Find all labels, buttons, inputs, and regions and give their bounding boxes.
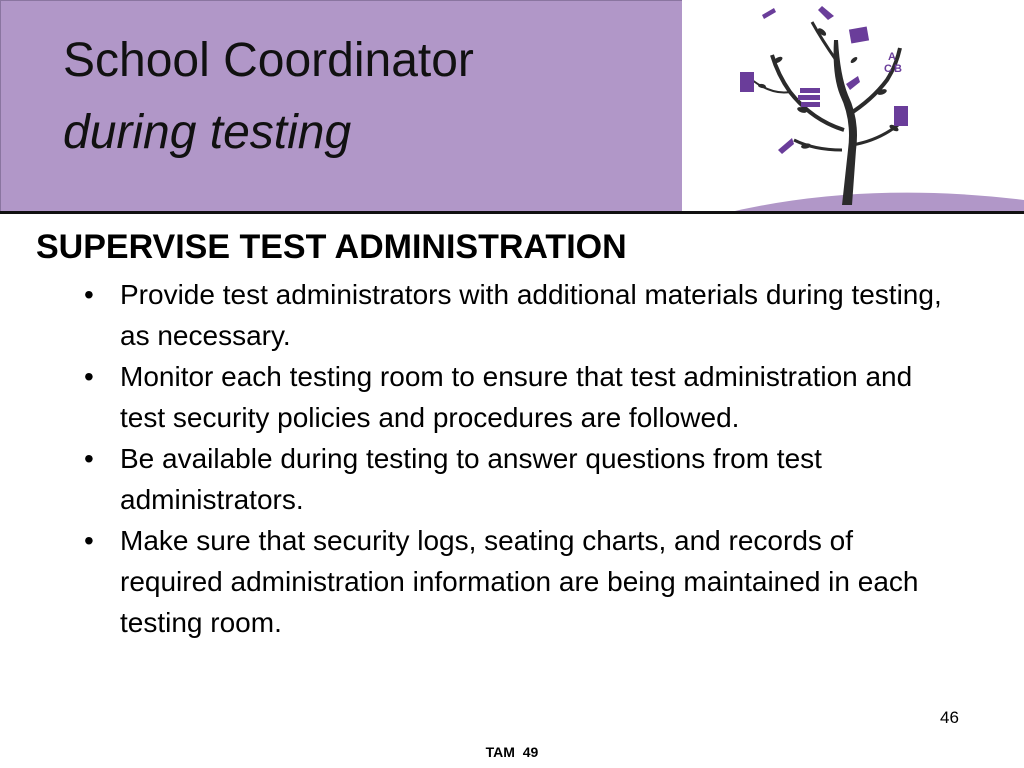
bullet-list xyxy=(84,274,944,643)
bullet-text: Monitor each testing room to ensure that test administration and test security policies and procedures are followed. xyxy=(120,361,913,433)
slide-subtitle: during testing xyxy=(63,106,352,159)
list-item xyxy=(84,274,944,356)
title-banner xyxy=(0,0,682,212)
footer-label: TAM 49 xyxy=(485,744,539,760)
list-item xyxy=(84,438,944,520)
svg-text:C: C xyxy=(884,63,892,75)
book-tree-logo-icon xyxy=(682,0,1024,214)
svg-text:A: A xyxy=(888,51,896,63)
slide-title: School Coordinator xyxy=(63,34,474,87)
list-item xyxy=(84,356,944,438)
bullet-icon: • xyxy=(84,361,94,392)
bullet-text: Provide test administrators with additional materials during testing, as necessary. xyxy=(120,279,942,351)
bullet-icon: • xyxy=(84,525,94,556)
bullet-text: Be available during testing to answer questions from test administrators. xyxy=(120,443,822,515)
page-number: 46 xyxy=(940,708,959,727)
header-divider xyxy=(0,211,1024,214)
bullet-icon: • xyxy=(84,443,94,474)
list-item xyxy=(84,520,944,643)
svg-text:B: B xyxy=(894,63,902,75)
section-heading: SUPERVISE TEST ADMINISTRATION xyxy=(36,228,627,266)
bullet-icon: • xyxy=(84,279,94,310)
bullet-text: Make sure that security logs, seating charts, and records of required administration information are being maintained in each testing room. xyxy=(120,525,919,638)
